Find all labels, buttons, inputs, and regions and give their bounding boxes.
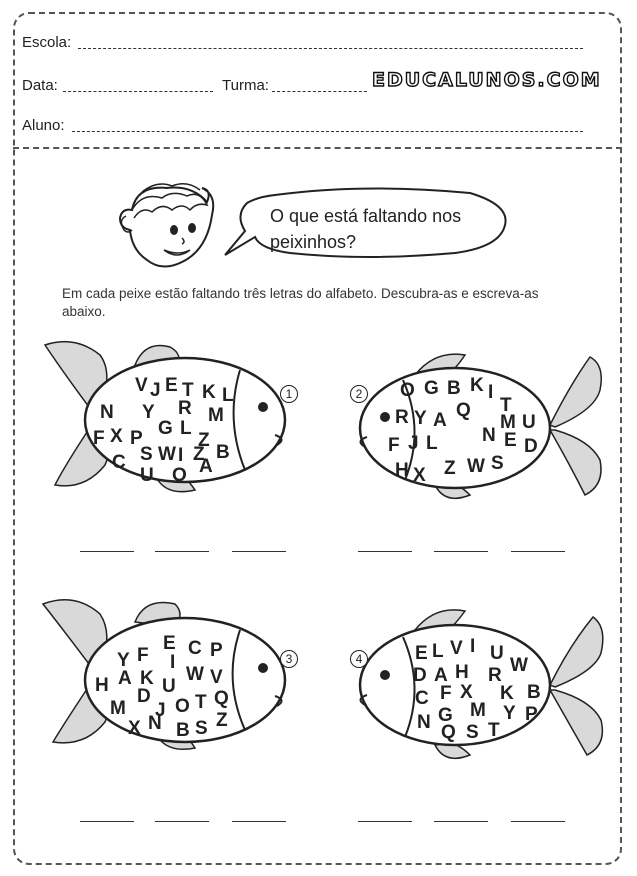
fish-2-letter: D	[524, 436, 538, 457]
fish-3-letter: B	[176, 720, 190, 741]
fish-1-letter: O	[172, 465, 187, 486]
fish-4-letter: E	[415, 643, 428, 664]
fish-3-letter: D	[137, 686, 151, 707]
fish-3-letter: E	[163, 633, 176, 654]
fish-1-letter: U	[140, 465, 154, 486]
answer-blank[interactable]	[232, 551, 286, 552]
fish-2-letter: R	[395, 407, 409, 428]
fish-3	[35, 592, 305, 757]
fish-4-letter: W	[510, 655, 528, 676]
fish-1-letter: V	[135, 375, 148, 396]
fish-3-letter: N	[148, 713, 162, 734]
speech-line-2: peixinhos?	[270, 232, 357, 252]
fish-1-letter: R	[178, 398, 192, 419]
fish-3-letter: K	[140, 668, 154, 689]
fish-3-body-icon	[35, 592, 305, 757]
fish-3-letter: X	[128, 718, 141, 739]
answer-blank[interactable]	[511, 821, 565, 822]
fish-2	[345, 345, 610, 505]
fish-1-letter: E	[165, 375, 178, 396]
fish-4-letter: N	[417, 712, 431, 733]
fish-4-letter: A	[434, 665, 448, 686]
fish-2-number: 2	[350, 385, 368, 403]
answer-blank[interactable]	[434, 551, 488, 552]
fish-4-letter: S	[466, 722, 479, 743]
fish-4-number: 4	[350, 650, 368, 668]
fish-2-letter: I	[488, 382, 494, 403]
fish-1-letter: F	[93, 428, 105, 449]
answer-blank[interactable]	[155, 551, 209, 552]
school-label: Escola:	[22, 34, 72, 51]
fish-4-letter: Q	[441, 722, 456, 743]
fish-4-letter: K	[500, 683, 514, 704]
fish-4-letter: Y	[503, 703, 516, 724]
fish-1-letter: L	[222, 385, 234, 406]
fish-4-letter: G	[438, 705, 453, 726]
date-label: Data:	[22, 77, 58, 94]
fish-2-letter: A	[433, 410, 447, 431]
fish-1-letter: N	[100, 402, 114, 423]
brand-logo: EDUCALUNOS.COM	[372, 69, 602, 91]
fish-1-letter: B	[216, 442, 230, 463]
fish-1-number: 1	[280, 385, 298, 403]
fish-4-letter: D	[413, 665, 427, 686]
fish-3-letter: A	[118, 668, 132, 689]
fish-3-number: 3	[280, 650, 298, 668]
fish-4-letter: R	[488, 665, 502, 686]
fish-2-letter: K	[470, 375, 484, 396]
fish-1-letter: X	[110, 426, 123, 447]
fish-3-letter: P	[210, 640, 223, 661]
fish-4-letter: I	[470, 636, 476, 657]
fish-2-letter: Q	[456, 400, 471, 421]
fish-4-letter: L	[432, 641, 444, 662]
fish-1-letter: A	[199, 456, 213, 477]
fish-4-letter: M	[470, 700, 486, 721]
date-field[interactable]	[63, 91, 213, 92]
fish-2-letter: L	[426, 433, 438, 454]
fish-2-letter: H	[395, 460, 409, 481]
fish-1-letter: G	[158, 418, 173, 439]
fish-1-letter: W	[158, 444, 176, 465]
fish-2-letter: W	[467, 456, 485, 477]
fish-3-letter: S	[195, 718, 208, 739]
fish-4-letter: F	[440, 683, 452, 704]
student-field[interactable]	[72, 131, 583, 132]
fish-1-letter: K	[202, 382, 216, 403]
fish-3-letter: I	[170, 652, 176, 673]
fish-4-letter: B	[527, 682, 541, 703]
answer-blank[interactable]	[232, 821, 286, 822]
student-label: Aluno:	[22, 117, 65, 134]
fish-3-letter: W	[186, 664, 204, 685]
fish-1-letter: Z	[193, 444, 205, 465]
fish-1-letter: Y	[142, 402, 155, 423]
class-field[interactable]	[272, 91, 367, 92]
fish-4-letter: T	[488, 720, 500, 741]
fish-4-letter: U	[490, 643, 504, 664]
fish-3-letter: Y	[117, 650, 130, 671]
school-field[interactable]	[78, 48, 583, 49]
fish-2-body-icon	[345, 345, 610, 505]
fish-4-letter: X	[460, 682, 473, 703]
fish-3-letter: F	[137, 645, 149, 666]
fish-4-letter: H	[455, 662, 469, 683]
fish-4-letter: V	[450, 638, 463, 659]
fish-2-letter: E	[504, 430, 517, 451]
fish-2-letter: U	[522, 412, 536, 433]
instructions-text: Em cada peixe estão faltando três letras do alfabeto. Descubra-as e escreva-as abaixo.	[62, 286, 539, 319]
fish-1-letter: L	[180, 418, 192, 439]
fish-1-letter: S	[140, 444, 153, 465]
boy-face-icon	[112, 180, 232, 275]
fish-2-letter: Y	[414, 408, 427, 429]
fish-2-letter: J	[408, 433, 419, 454]
answer-blank[interactable]	[434, 821, 488, 822]
class-label: Turma:	[222, 77, 269, 94]
fish-1-letter: M	[208, 405, 224, 426]
fish-3-letter: U	[162, 676, 176, 697]
fish-3-letter: M	[110, 698, 126, 719]
fish-1-letter: C	[112, 452, 126, 473]
fish-2-letter: G	[424, 378, 439, 399]
fish-4-letter: C	[415, 688, 429, 709]
fish-2-letter: X	[413, 465, 426, 486]
fish-3-letter: T	[195, 692, 207, 713]
fish-3-letter: H	[95, 675, 109, 696]
header-separator	[13, 147, 622, 149]
fish-2-letter: T	[500, 395, 512, 416]
answer-blank[interactable]	[80, 551, 134, 552]
answer-blank[interactable]	[80, 821, 134, 822]
answer-blank[interactable]	[358, 551, 412, 552]
fish-3-letter: C	[188, 638, 202, 659]
fish-2-letter: O	[400, 380, 415, 401]
fish-1-letter: P	[130, 428, 143, 449]
fish-4-letter: P	[525, 704, 538, 725]
fish-1-letter: J	[150, 380, 161, 401]
speech-text	[270, 203, 461, 255]
fish-3-letter: Z	[216, 710, 228, 731]
answer-blank[interactable]	[155, 821, 209, 822]
answer-blank[interactable]	[358, 821, 412, 822]
fish-1-letter: T	[182, 380, 194, 401]
fish-1-letter: Z	[198, 430, 210, 451]
answer-blank[interactable]	[511, 551, 565, 552]
speech-line-1: O que está faltando nos	[270, 206, 462, 226]
fish-2-letter: B	[447, 378, 461, 399]
fish-2-letter: M	[500, 412, 516, 433]
fish-3-letter: O	[175, 696, 190, 717]
fish-2-letter: S	[491, 453, 504, 474]
fish-3-letter: J	[155, 700, 166, 721]
fish-2-letter: F	[388, 435, 400, 456]
fish-1-letter: I	[178, 445, 184, 466]
fish-2-letter: Z	[444, 458, 456, 479]
fish-2-letter: N	[482, 425, 496, 446]
fish-3-letter: Q	[214, 688, 229, 709]
fish-3-letter: V	[210, 667, 223, 688]
